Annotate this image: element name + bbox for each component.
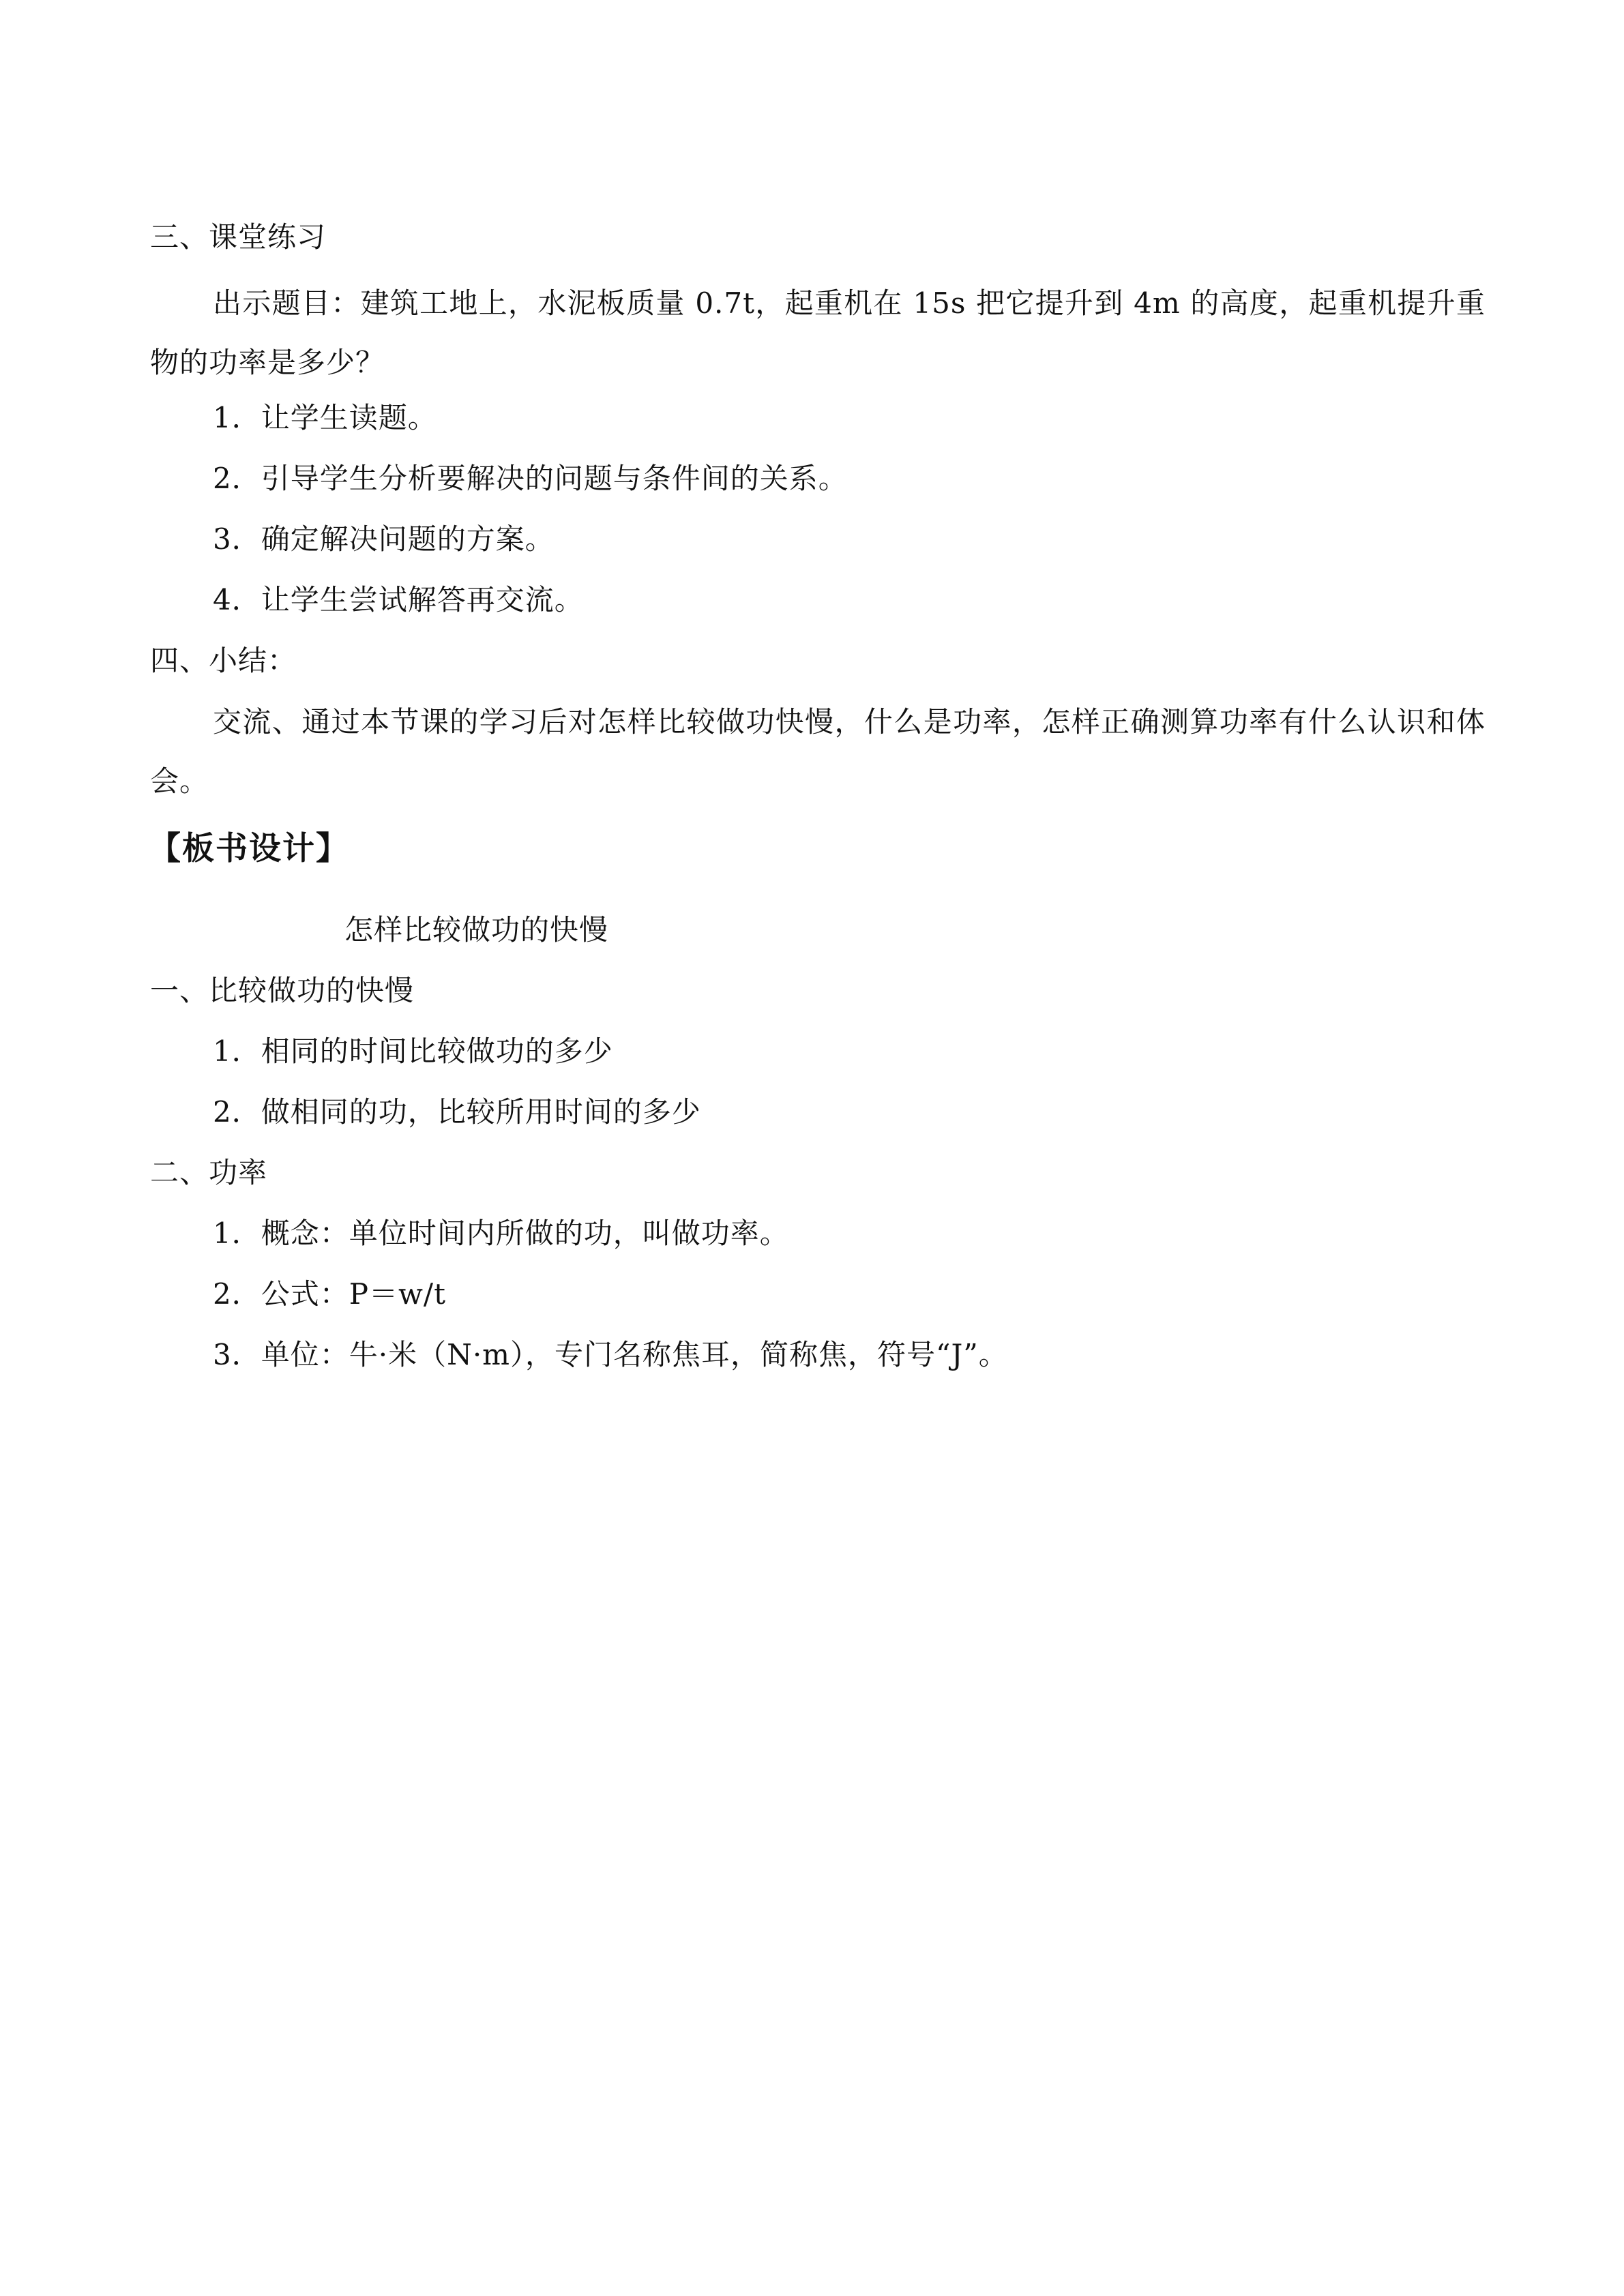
practice-title: 三、课堂练习 <box>150 220 327 254</box>
board-section2-item-1: 1．概念：单位时间内所做的功，叫做功率。 <box>213 1217 789 1250</box>
summary-text: 交流、通过本节课的学习后对怎样比较做功快慢，什么是功率，怎样正确测算功率有什么认识和体会。 <box>150 705 1486 798</box>
practice-step-2: 2．引导学生分析要解决的问题与条件间的关系。 <box>213 462 848 495</box>
practice-step-1: 1．让学生读题。 <box>213 401 437 434</box>
board-section2-item-3: 3．单位：牛·米（N·m），专门名称焦耳，简称焦，符号“J”。 <box>213 1338 1008 1371</box>
board-title: 怎样比较做功的快慢 <box>344 913 609 946</box>
board-section2-item-2: 2．公式：P＝w/t <box>213 1277 446 1311</box>
board-section1-item-2: 2．做相同的功，比较所用时间的多少 <box>213 1095 701 1129</box>
practice-step-3: 3．确定解决问题的方案。 <box>213 522 555 556</box>
board-heading: 【板书设计】 <box>149 830 349 867</box>
board-section2-title: 二、功率 <box>150 1156 268 1189</box>
practice-question: 出示题目：建筑工地上，水泥板质量 0.7t，起重机在 15s 把它提升到 4m 的高度，起重机提升重物的功率是多少？ <box>150 286 1486 379</box>
practice-step-4: 4．让学生尝试解答再交流。 <box>213 583 584 616</box>
board-section1-title: 一、比较做功的快慢 <box>150 974 415 1007</box>
board-section1-item-1: 1．相同的时间比较做功的多少 <box>213 1034 613 1068</box>
summary-title: 四、小结： <box>150 644 297 677</box>
